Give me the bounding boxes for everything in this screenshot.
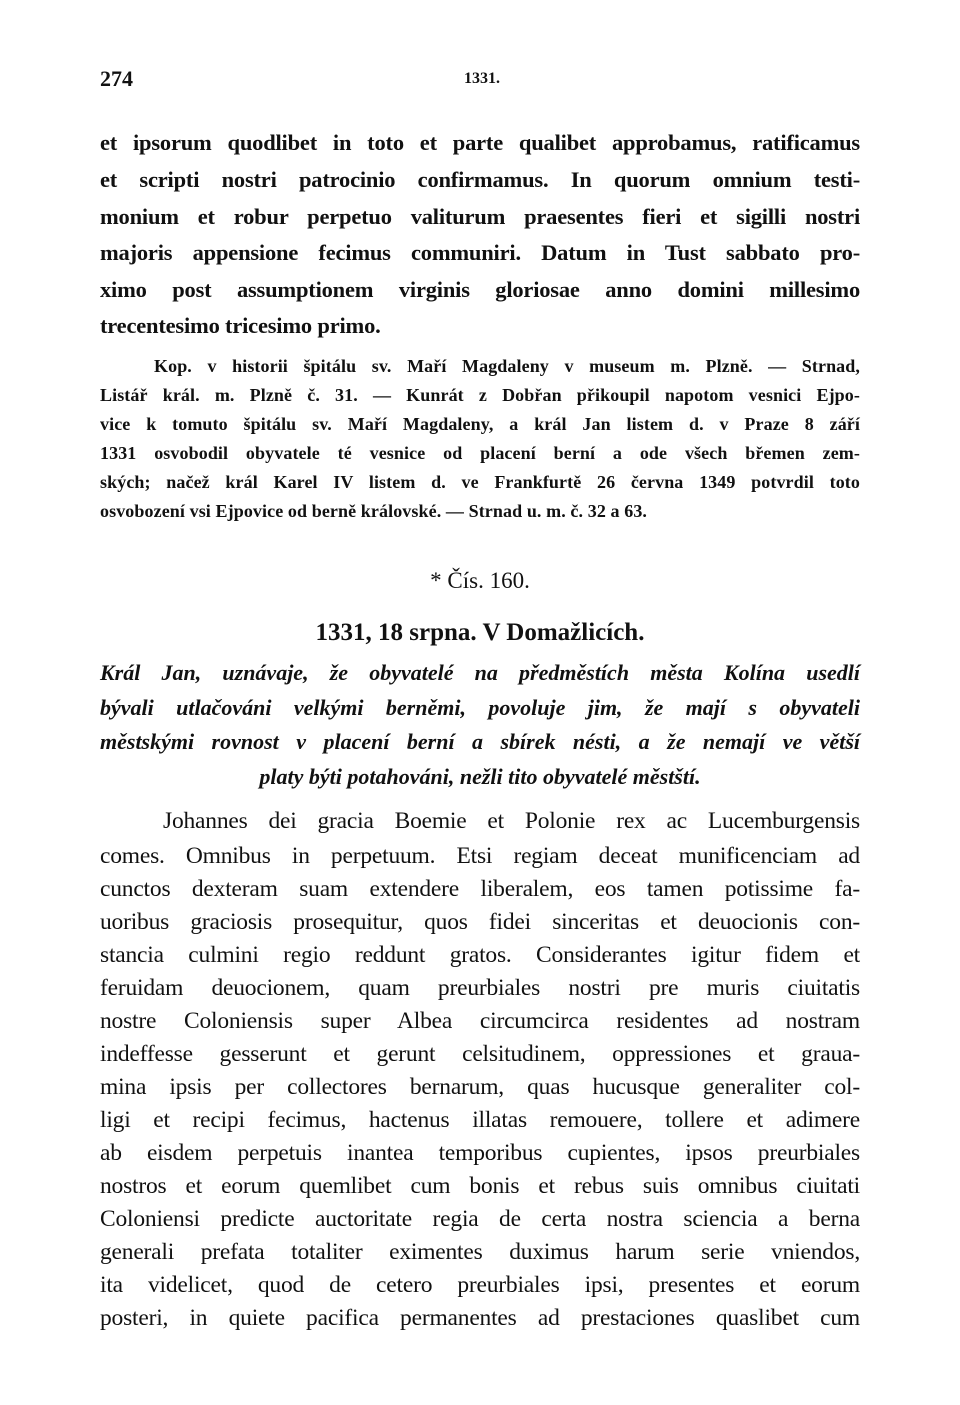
charter-line: uoribus graciosis prosequitur, quos fidei sinceritas et deuocionis con- bbox=[100, 909, 860, 935]
running-head-year: 1331. bbox=[464, 70, 500, 87]
charter-line: nostre Coloniensis super Albea circumcirca residentes ad nostram bbox=[100, 1008, 860, 1034]
charter-line: stancia culmini regio reddunt gratos. Considerantes igitur fidem et bbox=[100, 942, 860, 968]
source-note-line: Kop. v historii špitálu sv. Maří Magdaleny v museum m. Plzně. — Strnad, bbox=[154, 356, 860, 376]
charter-line: ligi et recipi fecimus, hactenus illatas remouere, tollere et adimere bbox=[100, 1107, 860, 1133]
document-date-place: 1331, 18 srpna. V Domažlicích. bbox=[315, 619, 645, 646]
page-header bbox=[100, 66, 864, 96]
paragraph-line: monium et robur perpetuo valiturum praesentes fieri et sigilli nostri bbox=[100, 204, 860, 229]
source-note-line: 1331 osvobodil obyvatele té vesnice od placení berní a ode všech břemen zem- bbox=[100, 443, 860, 463]
source-note-line: vice k tomuto špitálu sv. Maří Magdaleny, a král Jan listem d. v Praze 8 září bbox=[100, 414, 860, 434]
page-number: 274 bbox=[100, 66, 133, 91]
source-note-line: Listář král. m. Plzně č. 31. — Kunrát z Dobřan přikoupil napotom vesnici Ejpo- bbox=[100, 385, 860, 405]
charter-line: comes. Omnibus in perpetuum. Etsi regiam deceat munificenciam ad bbox=[100, 843, 860, 869]
paragraph-line: et scripti nostri patrocinio confirmamus. In quorum omnium testi- bbox=[100, 167, 860, 192]
paragraph-line: trecentesimo tricesimo primo. bbox=[100, 313, 381, 338]
paragraph-line: et ipsorum quodlibet in toto et parte qualibet approbamus, ratificamus bbox=[100, 130, 860, 155]
regest-line: městskými rovnost v placení berní a sbírek nésti, a že nemají ve větší bbox=[100, 729, 860, 754]
charter-line: ab eisdem perpetuis inantea temporibus cupientes, ipsos preurbiales bbox=[100, 1140, 860, 1166]
charter-line: nostros et eorum quemlibet cum bonis et rebus suis omnibus ciuitati bbox=[100, 1173, 860, 1199]
regest-line: bývali utlačováni velkými berněmi, povoluje jim, že mají s obyvateli bbox=[100, 695, 860, 720]
document-number: * Čís. 160. bbox=[430, 568, 530, 593]
paragraph-line: majoris appensione fecimus communiri. Datum in Tust sabbato pro- bbox=[100, 240, 860, 265]
charter-line: Johannes dei gracia Boemie et Polonie rex ac Lucemburgensis bbox=[163, 808, 860, 834]
charter-line: Coloniensi predicte auctoritate regia de certa nostra sciencia a berna bbox=[100, 1206, 860, 1232]
charter-line: indeffesse gesserunt et gerunt celsitudinem, oppressiones et graua- bbox=[100, 1041, 860, 1067]
charter-line: cunctos dexteram suam extendere liberalem, eos tamen potissime fa- bbox=[100, 876, 860, 902]
charter-line: feruidam deuocionem, quam preurbiales nostri pre muris ciuitatis bbox=[100, 975, 860, 1001]
charter-line: generali prefata totaliter eximentes duximus harum serie vniendos, bbox=[100, 1239, 860, 1265]
charter-line: posteri, in quiete pacifica permanentes ad prestaciones quaslibet cum bbox=[100, 1305, 860, 1331]
source-note-line: osvobození vsi Ejpovice od berně královské. — Strnad u. m. č. 32 a 63. bbox=[100, 501, 648, 521]
paragraph-line: ximo post assumptionem virginis gloriosae anno domini millesimo bbox=[100, 277, 860, 302]
regest-line: platy býti potahováni, nežli tito obyvatelé městští. bbox=[259, 764, 701, 789]
charter-line: ita videlicet, quod de cetero preurbiales ipsi, presentes et eorum bbox=[100, 1272, 860, 1298]
charter-line: mina ipsis per collectores bernarum, quas hucusque generaliter col- bbox=[100, 1074, 860, 1100]
source-note-line: ských; načež král Karel IV listem d. ve Frankfurtě 26 června 1349 potvrdil toto bbox=[100, 472, 860, 492]
regest-line: Král Jan, uznávaje, že obyvatelé na předměstích města Kolína usedlí bbox=[100, 660, 860, 685]
